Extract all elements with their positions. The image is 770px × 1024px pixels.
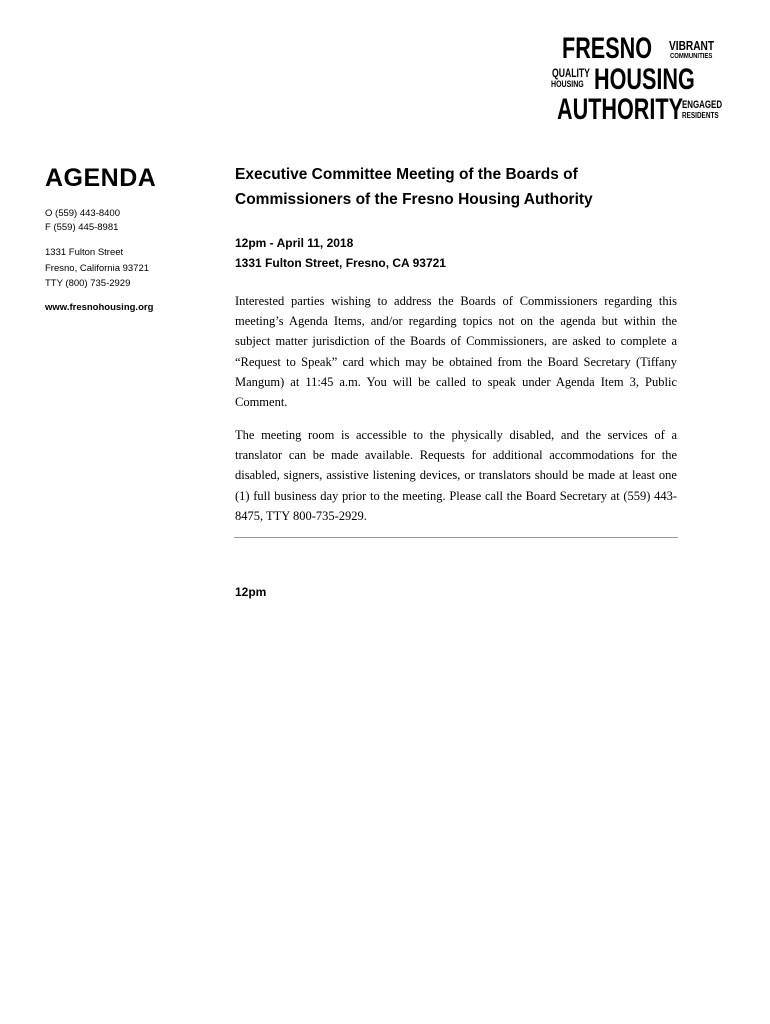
logo-authority-text: AUTHORITY — [557, 93, 683, 126]
schedule-time: 12pm — [235, 585, 267, 599]
logo-row-authority — [557, 95, 732, 125]
logo-quality-text: QUALITY — [552, 66, 590, 80]
logo-communities-text: COMMUNITIES — [670, 53, 713, 60]
logo-fresno-text: FRESNO — [562, 32, 653, 65]
section-divider — [234, 537, 678, 538]
meeting-heading-line1: Executive Committee Meeting of the Boards of — [235, 166, 578, 183]
accessibility-paragraph: The meeting room is accessible to the physically disabled, and the services of a translator can be made available. Requests for additional accommodations for the disabled, signers, assistive listening devices, or translators should be made at least one (1) full business day prior to the meeting. Please call the Board Secretary at (559) 443-8475, TTY 800-735-2929. — [235, 428, 677, 523]
logo-housing-text: HOUSING — [594, 63, 695, 96]
meeting-heading-line2: Commissioners of the Fresno Housing Authority — [235, 191, 593, 208]
meeting-time-date: 12pm - April 11, 2018 — [235, 236, 354, 250]
logo-row-fresno — [562, 32, 715, 65]
tty-number: TTY (800) 735-2929 — [45, 278, 131, 289]
agenda-title: AGENDA — [45, 164, 157, 192]
website-link[interactable]: www.fresnohousing.org — [45, 302, 154, 313]
logo-engaged-text: ENGAGED — [682, 99, 723, 111]
meeting-heading — [235, 162, 655, 212]
logo-housing-small-text: HOUSING — [551, 79, 584, 89]
fresno-housing-authority-logo — [548, 34, 728, 124]
office-phone: O (559) 443-8400 — [45, 208, 120, 219]
logo-vibrant-text: VIBRANT — [669, 38, 715, 53]
city-address: Fresno, California 93721 — [45, 263, 150, 274]
meeting-address: 1331 Fulton Street, Fresno, CA 93721 — [235, 256, 446, 270]
fax-number: F (559) 445-8981 — [45, 222, 119, 233]
street-address: 1331 Fulton Street — [45, 247, 124, 258]
public-comment-paragraph: Interested parties wishing to address the Boards of Commissioners regarding this meeting’s Agenda Items, and/or regarding topics not on the agenda but within the subject matter jurisdiction of the Boards of Commissioners, are asked to complete a “Request to Speak” card which may be obtained from the Board Secretary (Tiffany Mangum) at 11:45 a.m. You will be called to speak under Agenda Item 3, Public Comment. — [235, 294, 677, 410]
logo-residents-text: RESIDENTS — [682, 111, 719, 120]
